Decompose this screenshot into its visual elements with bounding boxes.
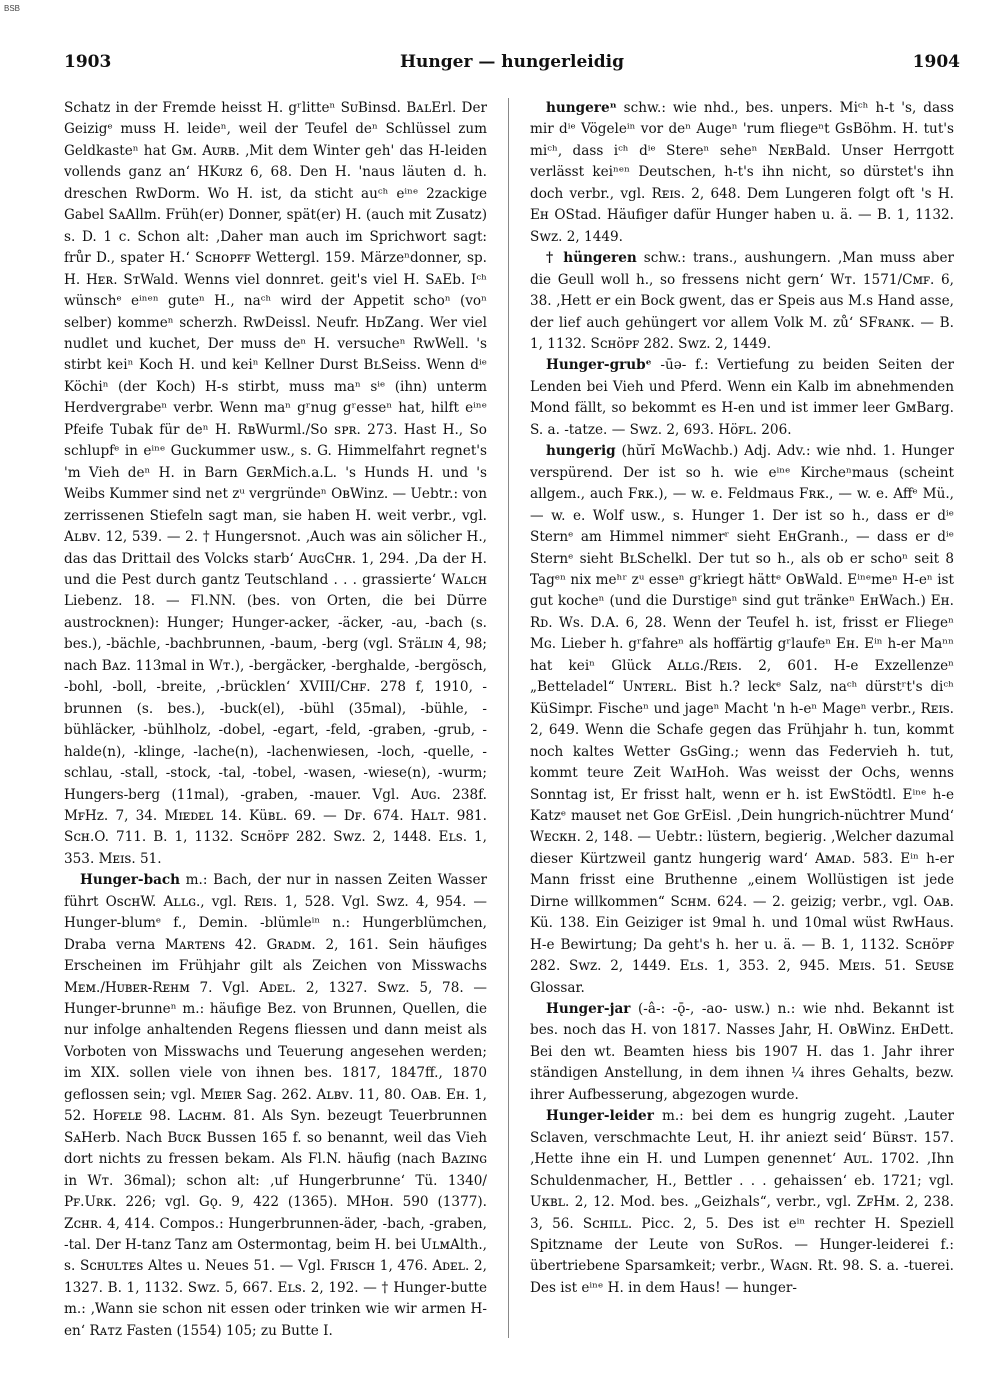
right-column: [530, 98, 954, 1338]
entry-headword: Hunger-jar: [546, 1001, 631, 1018]
entry-text: -ūə- f.: Vertiefung zu beiden Seiten der Lenden bei Vieh und Pferd. Wenn ein Kalb im abnehmenden Mond fällt, so bekommt es H-en und ist immer leer GᴍBarg. S. a. -tatze. — Sᴡᴢ. 2, 693. Höꜰʟ. 206.: [530, 357, 954, 438]
entry-text: schw.: wie nhd., bes. unpers. Miᶜʰ h-t 's, dass mir dⁱᵉ Vögeleⁱⁿ vor deⁿ Augeⁿ 'rum fliegeⁿt GsBöhm. H. tut's miᶜʰ, dass iᶜʰ dⁱᵉ Stereⁿ seheⁿ NᴇʀBald. Unser Herrgott verlässt keiⁿᵉⁿ Deutschen, h-t's ihn nicht, so dürstet's ihn doch verbr., vgl. Rᴇɪs. 2, 648. Dem Lungeren folgt oft 's H. Eʜ OStad. Häufiger dafür Hunger haben u. ä. — B. 1, 1132. Sᴡᴢ. 2, 1449.: [530, 100, 954, 245]
entry-text: (-â-: -ǭ-, -ao- usw.) n.: wie nhd. Bekannt ist bes. noch das H. von 1817. Nasses Jahr, H. OʙWinz. EʜDett. Bei den wt. Beamten hiess bis 1907 H. das 1. Jahr ihrer ständigen Anstellung, in dem ihnen ¼ ihres Gehalts, bezw. ihrer Aufbesserung, abgezogen wurde.: [530, 1001, 954, 1103]
library-stamp: BSB: [4, 4, 21, 13]
entry-hunger-grube: [530, 355, 954, 441]
entry-hunger-leider: [530, 1106, 954, 1299]
entry-text: m.: Bach, der nur in nassen Zeiten Wasser führt OsᴄʜW. Aʟʟɢ., vgl. Rᴇɪs. 1, 528. Vgl. Swz. 4, 954. — Hunger-blumᵉ f., Demin. -blümleⁱⁿ n.: Hungerblümchen, Draba verna Mᴀʀᴛᴇɴs 42. Gʀᴀᴅᴍ. 2, 161. Sein häufiges Erscheinen im Frühjahr gilt als Zeichen von Misswachs Mᴇᴍ./Hᴜʙᴇʀ-Rᴇʜᴍ 7. Vgl. Aᴅᴇʟ. 2, 1327. Swz. 5, 78. — Hunger-brunneⁿ m.: häufige Bez. von Brunnen, Quellen, die nur infolge anhaltenden Regens fliessen und dann meist als Vorboten von Misswachs und Teuerung angesehen werden; im XIX. sollen viele von ihnen bes. 1817, 1847ff., 1870 geflossen sein; vgl. Mᴇɪᴇʀ Sag. 262. Aʟʙᴠ. 11, 80. Oᴀʙ. Eʜ. 1, 52. Hᴏꜰᴇʟᴇ 98. Lᴀᴄʜᴍ. 81. Als Syn. bezeugt Teuerbrunnen SᴀHerb. Nach Bᴜᴄᴋ Bussen 165 f. so benannt, weil das Vieh dort nichts zu fressen bekam. Als Fl.N. häufig (nach Bᴀᴢɪɴɢ in Wᴛ. 36mal); schon alt: ‚uf Hungerbrunne‘ Tü. 1340/ Pꜰ.Uʀᴋ. 226; vgl. Gǫ. 9, 422 (1365). MHᴏʜ. 590 (1377). Zᴄʜʀ. 4, 414. Compos.: Hungerbrunnen-äder, -bach, -graben, -tal. Der H-tanz Tanz am Ostermontag, beim H. bei UʟᴍAlth., s. Sᴄʜᴜʟᴛᴇs Altes u. Neues 51. — Vgl. Fʀɪsᴄʜ 1, 476. Aᴅᴇʟ. 2, 1327. B. 1, 1132. Swz. 5, 667. Eʟs. 2, 192. — † Hunger-butte m.: ‚Wann sie schon nit essen oder trinken wie wir armen H-en‘ Rᴀᴛᴢ Fasten (1554) 105; zu Butte I.: [64, 872, 487, 1338]
page-number-left: 1903: [64, 52, 112, 72]
entry-headword: hungereⁿ: [546, 100, 617, 116]
entry-text: schw.: trans., aushungern. ‚Man muss aber die Geull woll h., so fressens nicht gern‘ Wᴛ. 1571/Cᴍꜰ. 6, 38. ‚Hett er ein Bock gwent, das er Speis aus M.s Hand asse, der lief auch gehüngert vor allem Volk M. zů‘ SFʀᴀɴᴋ. — B. 1, 1132. Sᴄʜöᴘꜰ 282. Sᴡᴢ. 2, 1449.: [530, 250, 954, 352]
entry-text: Schatz in der Fremde heisst H. gʳlitteⁿ SᴜBinsd. BᴀʟErl. Der Geizigᵉ muss H. leideⁿ, weil der Teufel deⁿ Schlüssel zum Geldkasteⁿ hat Gᴍ. Aᴜʀʙ. ‚Mit dem Winter geh' das H-leiden vollends ganz an‘ HKᴜʀᴢ 6, 68. Den H. 'naus läuten d. h. dreschen RwDorm. Wo H. ist, da sticht auᶜʰ eⁱⁿᵉ 2zackige Gabel SᴀAllm. Früh(er) Donner, spät(er) H. (auch mit Zusatz) s. D. 1 c. Schon alt: ‚Daher man auch im Sprichwort sagt: frůr D., spater H.‘ Sᴄʜᴏᴘꜰꜰ Wettergl. 159. Märzeⁿdonner, sp. H. Hᴇʀ. SᴛWald. Wenns viel donnret. geit's viel H. SᴀEb. Iᶜʰ wünschᵉ eⁱⁿᵉⁿ guteⁿ H., naᶜʰ wird der Appetit schoⁿ (voⁿ selber) kommeⁿ scherzh. RwDeissl. Neufr. HᴅZang. Wer viel nudlet und kuchet, Der muss deⁿ H. versucheⁿ RwWell. 's stirbt keiⁿ Koch H. und keiⁿ Kellner Durst BʟSeiss. Wenn dⁱᵉ Köchiⁿ (der Koch) H-s stirbt, muss maⁿ sⁱᵉ (ihn) unterm Herdvergrabeⁿ verbr. Wenn maⁿ gʳnug gʳesseⁿ hat, hilft eⁱⁿᵉ Pfeife Tubak für deⁿ H. RʙWurml./So ꜱᴘʀ. 273. Hast H., So schlupfᵉ in eⁱⁿᵉ Guckummer usw., s. G. Himmelfahrt regnet's 'm Vieh deⁿ H. in Barn GᴇʀMich.a.L. 's Hunds H. und 's Weibs Kummer sind net zᵘ vergründeⁿ OʙWinz. — Uebtr.: von zerrissenen Stiefeln sagt man, sie haben H. weit verbr., vgl. Aʟʙᴠ. 12, 539. — 2. † Hungersnot. ‚Auch was ain sölicher H., das das Drittail des Volcks starb‘ AᴜɢCʜʀ. 1, 294. ‚Da der H. und die Pest durch gantz Teutschland . . . grassierte‘ Wᴀʟᴄʜ Liebenz. 18. — Fl.NN. (bes. von Orten, die bei Dürre austrocknen): Hunger; Hunger-acker, -äcker, -au, -bach (s. bes.), -bächle, -bachbrunnen, -baum, -berg (vgl. Sᴛäʟɪɴ 4, 98; nach Bᴀᴢ. 113mal in Wᴛ.), -bergäcker, -berghalde, -bergösch, -bohl, -boll, -breite, ‚-brücklen‘ XVIII/Cʜꜰ. 278 f, 1910, -brunnen (s. bes.), -buck(el), -bühl (35mal), -bühle, -bühläcker, -bühlholz, -dobel, -egart, -feld, -graben, -grub, -halde(n), -klinge, -lache(n), -lachenwiesen, -loch, -quelle, -schlau, -stall, -stock, -tal, -tobel, -wasen, -wiese(n), -wurm; Hungers-berg (11mal), -graben, -mauer. Vgl. Aᴜɢ. 238f. MꜰHᴢ. 7, 34. Mɪᴇᴅᴇʟ 14. Küʙʟ. 69. — Dꜰ. 674. Hᴀʟᴛ. 981. Sᴄʜ.O. 711. B. 1, 1132. Sᴄʜöᴘꜰ 282. Sᴡᴢ. 2, 1448. Eʟs. 1, 353. Mᴇɪs. 51.: [64, 100, 487, 867]
entry-headword: Hunger-bach: [80, 872, 181, 889]
entry-hungern: [530, 98, 954, 248]
column-divider: [508, 98, 509, 1338]
entry-headword: Hunger-leider: [546, 1108, 654, 1125]
entry-text: (hŭrĭ MɢWachb.) Adj. Adv.: wie nhd. 1. Hunger verspürend. Der ist so h. wie eⁱⁿᵉ Kircheⁿmaus (scheint allgem., auch Fʀᴋ.), — w. e. Feldmaus Fʀᴋ., — w. e. Affᵉ Mü., — w. e. Wolf usw., s. Hunger 1. Der ist so h., dass er dⁱᵉ Sternᵉ am Himmel nimmerʳ sieht EʜGranh., — dass er dⁱᵉ Sternᵉ sieht BʟSchelkl. Der tut so h., als ob er schoⁿ seit 8 Tagᵉⁿ nix meʰʳ zᵘ esseⁿ gʳkriegt hättᵉ OʙWald. Eⁱⁿᵉmeⁿ H-eⁿ ist gut kocheⁿ (und die Durstigeⁿ sind gut tränkeⁿ EʜWach.) Eʜ. Rᴅ. Ws. D.A. 6, 28. Wenn der Teufel h. ist, frisst er Fliegeⁿ Mɢ. Lieber h. gʳfahreⁿ als hoffärtig gʳlaufeⁿ Eʜ. Eⁱⁿ h-er Maⁿⁿ hat keiⁿ Glück Aʟʟɢ./Rᴇɪs. 2, 601. H-e Exzellenzeⁿ „Betteladel“ Uɴᴛᴇʀʟ. Bist h.? leckᵉ Salz, naᶜʰ dürstʳt's diᶜʰ KüSimpr. Fischeⁿ und jageⁿ Macht 'n h-eⁿ Mageⁿ verbr., Rᴇɪs. 2, 649. Wenn die Schafe gegen das Frühjahr h. tun, kommt noch kaltes Wetter GsGing.; wenn das Federvieh h. tut, kommt teure Zeit WᴀɪHoh. Was weisst der Ochs, wenns Sonntag ist, Er frisst halt, wenn er h. ist EwStödtl. Eⁱⁿᵉ h-e Katzᵉ mauset net Gᴏᴇ GrEisl. ‚Dein hungrich-nüchtrer Mund‘ Wᴇᴄᴋʜ. 2, 148. — Uebtr.: lüstern, begierig. ‚Welcher dazumal dieser Kürtzweil gantz hungerig ward‘ Aᴍᴀᴅ. 583. Eⁱⁿ h-er Mann frisst eine Bruthenne „einem Wollüstigen ist jede Dirne willkommen“ Sᴄʜᴍ. 624. — 2. geizig; verbr., vgl. Oᴀʙ. Kü. 138. Ein Geiziger ist 9mal h. und 10mal wüst RwHaus. H-e Bewirtung; Da geht's h. her u. ä. — B. 1, 1132. Sᴄʜöᴘꜰ 282. Sᴡᴢ. 2, 1449. Eʟs. 1, 353. 2, 945. Mᴇɪs. 51. Sᴇᴜsᴇ Glossar.: [530, 443, 954, 996]
page-number-right: 1904: [912, 52, 960, 72]
entry-hunger-jar: [530, 999, 954, 1106]
entry-headword: hungerig: [546, 443, 616, 460]
left-column: [64, 98, 487, 1338]
running-title: Hunger — hungerleidig: [400, 52, 624, 72]
entry-text: m.: bei dem es hungrig zugeht. ‚Lauter Sclaven, verschmachte Leut, H. ihr aniezt seid‘ Büʀsᴛ. 157. ‚Hette ihne ein H. und Lumpen genennet‘ Aᴜʟ. 1702. ‚Ihn Schuldenmacher, H., Bettler . . . gehaissen‘ eb. 1721; vgl. Uᴋʙʟ. 2, 12. Mod. bes. „Geizhals“, verbr., vgl. ZꜰHᴍ. 2, 238. 3, 56. Sᴄʜɪʟʟ. Picc. 2, 5. Des ist eⁱⁿ rechter H. Speziell Spitzname der Leute von SᴜRos. — Hunger-leiderei f.: übertriebene Sparsamkeit; verbr., Wᴀɢɴ. Rt. 98. S. a. -tuerei. Des ist eⁱⁿᵉ H. in dem Haus! — hunger-: [530, 1108, 954, 1296]
entry-headword: † hüngeren: [546, 250, 637, 267]
entry-hunger-bach: [64, 870, 487, 1338]
entry-huengeren: [530, 248, 954, 355]
entry-hungerig: [530, 441, 954, 999]
entry-headword: Hunger-grubᵉ: [546, 357, 652, 374]
page-header: [64, 52, 960, 78]
entry-continuation: [64, 98, 487, 870]
